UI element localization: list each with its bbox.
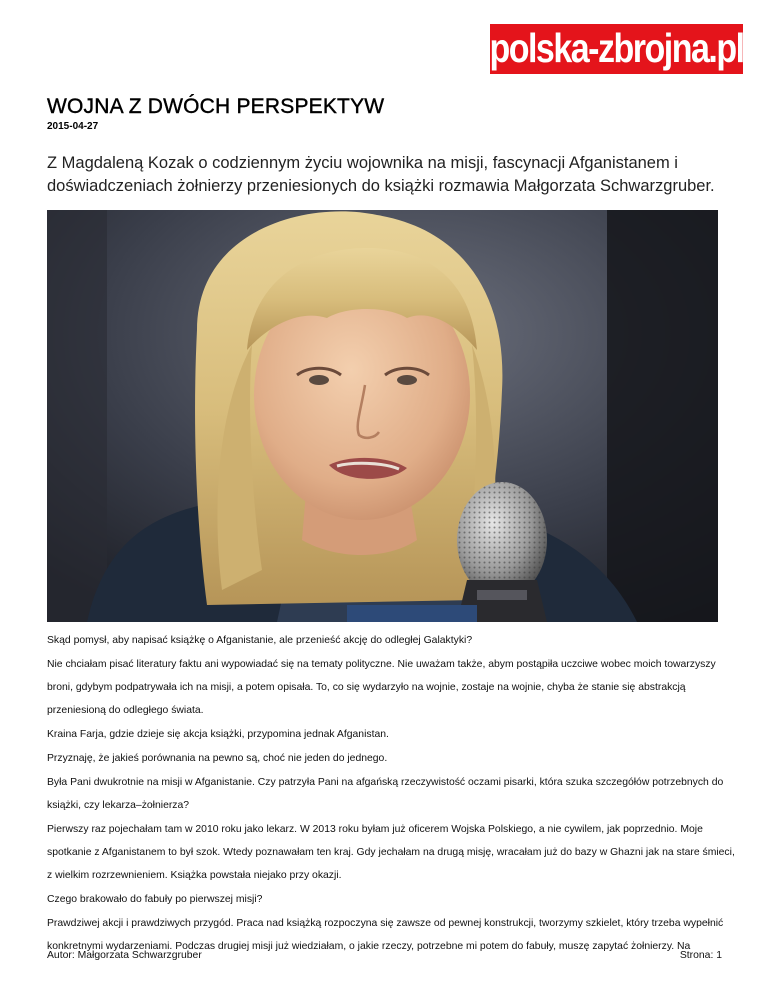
article-paragraph: Kraina Farja, gdzie dzieje się akcja książki, przypomina jednak Afganistan. bbox=[47, 729, 389, 740]
site-logo[interactable] bbox=[490, 24, 743, 74]
article-paragraph: Nie chciałam pisać literatury faktu ani wypowiadać się na tematy polityczne. Nie uważam także, abym postąpiła uczciwe wobec moich towarzyszy broni, gdybym podpatrywała ich na misji, a potem opisała. To, co się wydarzyło na wojnie, zostaje na wojnie, chyba że stanie się abstrakcją przeniesioną do odległego świata. bbox=[47, 659, 716, 716]
article-paragraph: Przyznaję, że jakieś porównania na pewno są, choć nie jeden do jednego. bbox=[47, 753, 388, 764]
article-paragraph: Była Pani dwukrotnie na misji w Afganistanie. Czy patrzyła Pani na afgańską rzeczywistość oczami pisarki, która szuka szczegółów potrzebnych do książki, czy lekarza–żołnierza? bbox=[47, 777, 724, 811]
article-paragraph: Skąd pomysł, aby napisać książkę o Afganistanie, ale przenieść akcję do odległej Galaktyki? bbox=[47, 635, 473, 646]
article-body bbox=[47, 629, 737, 958]
portrait-illustration bbox=[47, 210, 718, 622]
article-title: WOJNA Z DWÓCH PERSPEKTYW bbox=[47, 95, 385, 118]
page-number: Strona: 1 bbox=[679, 950, 722, 961]
article-lead: Z Magdaleną Kozak o codziennym życiu wojownika na misji, fascynacji Afganistanem i doświadczeniach żołnierzy przeniesionych do książki rozmawia Małgorzata Schwarzgruber. bbox=[47, 154, 715, 195]
article-date: 2015-04-27 bbox=[47, 121, 99, 132]
footer-author: Autor: Małgorzata Schwarzgruber bbox=[47, 950, 202, 961]
article-paragraph: Pierwszy raz pojechałam tam w 2010 roku jako lekarz. W 2013 roku byłam już oficerem Wojska Polskiego, a nie cywilem, jak poprzednio. Moje spotkanie z Afganistanem to był szok. Wtedy poznawałam ten kraj. Gdy jechałam na drugą misję, wracałam już do bazy w Ghazni jak na stare śmieci, z wielkim rozrzewnieniem. Książka powstała niejako przy okazji. bbox=[47, 824, 735, 881]
article-photo bbox=[47, 210, 718, 622]
article-paragraph: Prawdziwej akcji i prawdziwych przygód. Praca nad książką rozpoczyna się zawsze od pewnej konstrukcji, tworzymy szkielet, który trzeba wypełnić konkretnymi wydarzeniami. Podczas drugiej misji już wiedziałam, o jakie rzeczy, potrzebne mi potem do fabuły, muszę zapytać żołnierzy. Na bbox=[47, 918, 724, 952]
site-logo-text: polska-zbrojna.pl bbox=[489, 25, 744, 72]
article-paragraph: Czego brakowało do fabuły po pierwszej misji? bbox=[47, 894, 263, 905]
